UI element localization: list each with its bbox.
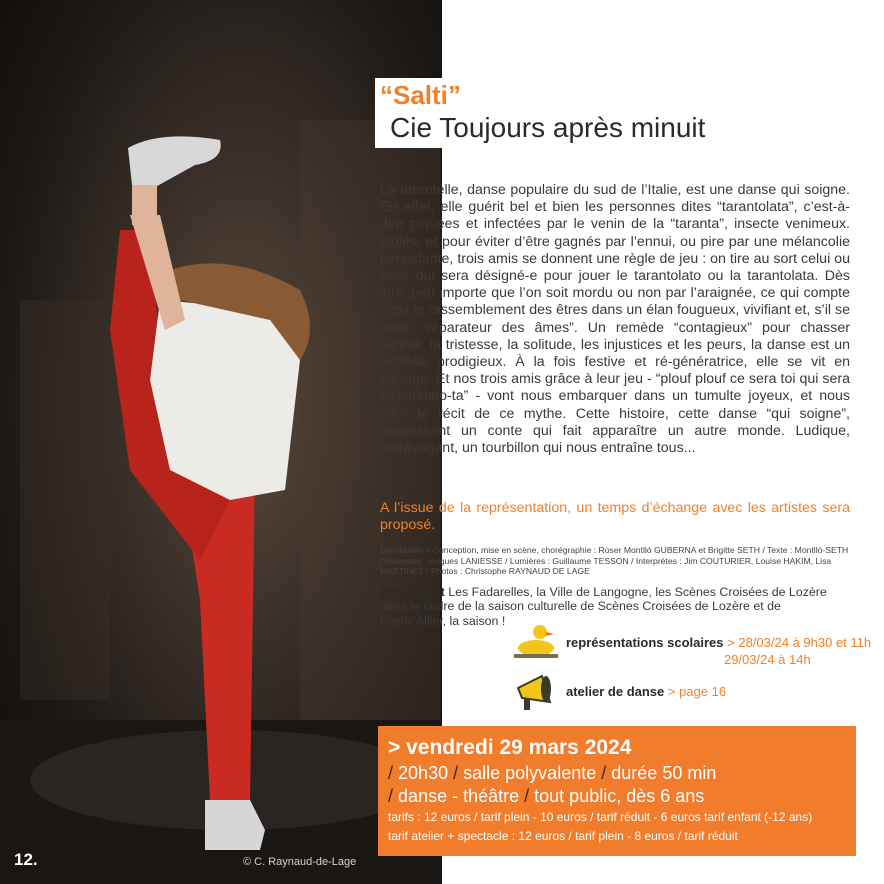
company-name: Cie Toujours après minuit xyxy=(390,112,706,143)
partenariat-block xyxy=(380,585,850,628)
atelier-row xyxy=(566,684,726,699)
scolaires-row xyxy=(566,635,871,650)
scolaires-dates: > 28/03/24 à 9h30 et 11h xyxy=(727,635,872,650)
event-tarifs: tarifs : 12 euros / tarif plein - 10 euros / tarif réduit - 6 euros tarif enfant (-12 ans) xyxy=(388,810,813,824)
atelier-label: atelier de danse xyxy=(566,684,665,699)
event-genre: danse - théâtre xyxy=(398,786,520,806)
photo-credit: © C. Raynaud-de-Lage xyxy=(243,856,357,868)
event-line-3: / danse - théâtre / tout public, dès 6 ans xyxy=(388,786,705,806)
exchange-note: A l’issue de la représentation, un temps d’échange avec les artistes sera proposé. xyxy=(380,500,850,534)
partenariat-text: Les Fadarelles, la Ville de Langogne, les Scènes Croisées de Lozère dans le cadre de la saison culturelle de Scènes Croisées de Lozère et de Festiv’Allier, la saison ! xyxy=(380,585,827,628)
megaphone-icon xyxy=(512,668,562,716)
event-date: > vendredi 29 mars 2024 xyxy=(388,736,632,759)
event-duration: durée 50 min xyxy=(611,763,717,783)
duck-icon xyxy=(510,618,562,660)
description-text: La tarentelle, danse populaire du sud de l’Italie, est une danse qui soigne. En effet, elle guérit bel et bien les personnes dites “tarantolata”, c’est-à-dire piquées et infectées par le venin de la “taranta”, insecte venimeux. Isolés, et pour éviter d’être gagnés par l’ennui, ou pire par une mélancolie persistante, trois amis se donnent une règle de jeu : on tire au sort celui ou celle qui sera désigné-e pour jouer le tarantolato ou la tarantolata. Dès lors, peu importe que l’on soit mordu ou non par l’araignée, ce qui compte c’est le rassemblement des êtres dans un élan fougueux, vivifiant et, s’il se peut, “réparateur des âmes”. Un remède “contagieux” pour chasser l’ennui, la tristesse, la solitude, les injustices et les peurs, la danse est un remède prodigieux. À la fois festive et ré-génératrice, elle se vit en partage. Et nos trois amis grâce à leur jeu - “plouf plouf ce sera toi qui sera tarentelato-ta” - vont nous embarquer dans un tumulte joyeux, et nous offrir le récit de ce mythe. Cette histoire, cette danse “qui soigne”, nourrissent un conte qui fait apparaître un autre monde. Ludique, extravagant, un tourbillon qui nous entraîne tous... xyxy=(380,182,850,457)
scolaires-dates-2: 29/03/24 à 14h xyxy=(724,652,811,667)
event-tarifs-atelier: tarif atelier + spectacle : 12 euros / tarif plein - 8 euros / tarif réduit xyxy=(388,829,738,843)
event-time: 20h30 xyxy=(398,763,449,783)
scolaires-label: représentations scolaires xyxy=(566,635,724,650)
event-venue: salle polyvalente xyxy=(463,763,597,783)
event-line-2: / 20h30 / salle polyvalente / durée 50 min xyxy=(388,763,717,783)
event-audience: tout public, dès 6 ans xyxy=(534,786,705,806)
event-banner xyxy=(378,726,856,856)
partenariat-label: Partenariat xyxy=(380,585,445,599)
atelier-page-link[interactable]: > page 16 xyxy=(667,684,727,699)
distribution-credits: Distribution > Conception, mise en scène, chorégraphie : Roser Montlló GUBERNA et Brigitte SETH / Texte : Montlló-SETH / Musiques : Hugues LANIESSE / Lumières : Guillaume TESSON / Interprètes : Jim COUTURIER, Louise HAKIM, Lisa MARTINEZ / Photos : Christophe RAYNAUD DE LAGE xyxy=(380,545,849,577)
show-title: “Salti” xyxy=(380,80,461,110)
page-number: 12. xyxy=(14,850,38,869)
